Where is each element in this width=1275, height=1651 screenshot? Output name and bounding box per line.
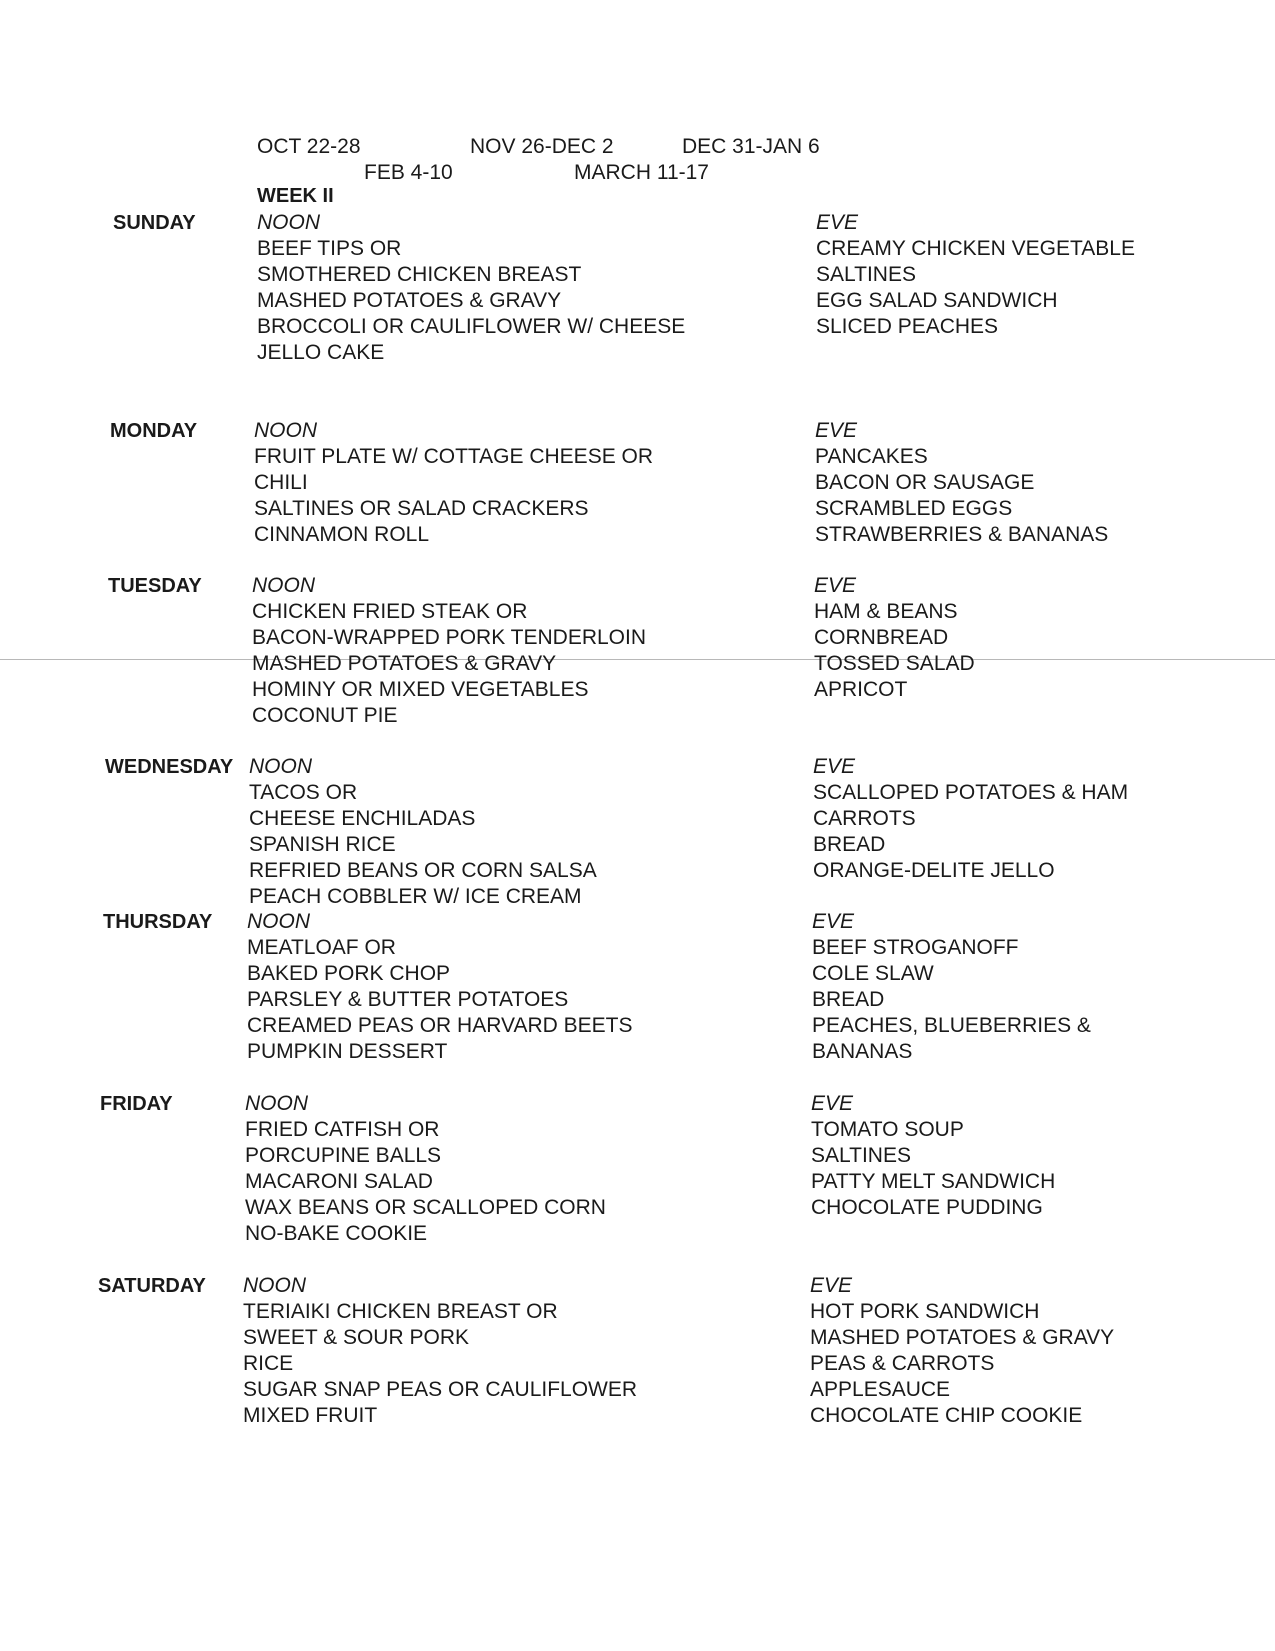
day-name: WEDNESDAY bbox=[105, 756, 234, 778]
noon-menu-item: REFRIED BEANS OR CORN SALSA bbox=[249, 859, 597, 882]
eve-menu bbox=[815, 418, 1108, 548]
eve-menu-item: PANCAKES bbox=[815, 445, 928, 468]
noon-label: NOON bbox=[243, 1274, 306, 1297]
noon-menu-item: SALTINES OR SALAD CRACKERS bbox=[254, 497, 589, 520]
noon-menu-item: BROCCOLI OR CAULIFLOWER W/ CHEESE bbox=[257, 315, 686, 338]
eve-menu-item: SLICED PEACHES bbox=[816, 315, 999, 338]
noon-menu-item: SMOTHERED CHICKEN BREAST bbox=[257, 263, 582, 286]
date-range: OCT 22-28 bbox=[257, 135, 361, 158]
noon-menu-item: PARSLEY & BUTTER POTATOES bbox=[247, 988, 569, 1011]
eve-menu bbox=[813, 754, 1128, 884]
eve-menu-item: HOT PORK SANDWICH bbox=[810, 1300, 1040, 1323]
noon-menu-item: CHEESE ENCHILADAS bbox=[249, 807, 476, 830]
noon-menu-item: MASHED POTATOES & GRAVY bbox=[252, 652, 557, 675]
noon-menu-item: TERIAIKI CHICKEN BREAST OR bbox=[243, 1300, 558, 1323]
eve-menu-item: TOMATO SOUP bbox=[811, 1118, 964, 1141]
eve-menu-item: BANANAS bbox=[812, 1040, 913, 1063]
eve-menu bbox=[814, 573, 975, 703]
eve-menu-item: ORANGE-DELITE JELLO bbox=[813, 859, 1055, 882]
noon-menu-item: SUGAR SNAP PEAS OR CAULIFLOWER bbox=[243, 1378, 638, 1401]
eve-menu bbox=[811, 1091, 1055, 1221]
noon-label: NOON bbox=[247, 910, 310, 933]
date-range: NOV 26-DEC 2 bbox=[470, 135, 614, 158]
noon-menu-item: CINNAMON ROLL bbox=[254, 523, 430, 546]
noon-menu bbox=[252, 573, 646, 729]
eve-menu-item: SALTINES bbox=[811, 1144, 911, 1167]
eve-menu-item: BEEF STROGANOFF bbox=[812, 936, 1019, 959]
noon-menu-item: WAX BEANS OR SCALLOPED CORN bbox=[245, 1196, 606, 1219]
noon-menu-item: BEEF TIPS OR bbox=[257, 237, 402, 260]
eve-menu bbox=[810, 1273, 1114, 1429]
date-range: MARCH 11-17 bbox=[574, 161, 709, 184]
eve-label: EVE bbox=[810, 1274, 853, 1297]
eve-menu-item: SCALLOPED POTATOES & HAM bbox=[813, 781, 1129, 804]
noon-label: NOON bbox=[249, 755, 312, 778]
eve-menu-item: PATTY MELT SANDWICH bbox=[811, 1170, 1056, 1193]
eve-menu-item: CHOCOLATE PUDDING bbox=[811, 1196, 1043, 1219]
eve-label: EVE bbox=[811, 1092, 854, 1115]
eve-menu-item: BACON OR SAUSAGE bbox=[815, 471, 1035, 494]
noon-menu bbox=[245, 1091, 606, 1247]
eve-menu-item: STRAWBERRIES & BANANAS bbox=[815, 523, 1109, 546]
eve-menu-item: COLE SLAW bbox=[812, 962, 934, 985]
noon-menu-item: SPANISH RICE bbox=[249, 833, 396, 856]
noon-menu-item: HOMINY OR MIXED VEGETABLES bbox=[252, 678, 589, 701]
day-name: SATURDAY bbox=[98, 1275, 206, 1297]
day-name: MONDAY bbox=[110, 420, 198, 442]
day-name: SUNDAY bbox=[113, 212, 196, 234]
noon-label: NOON bbox=[252, 574, 315, 597]
eve-menu-item: EGG SALAD SANDWICH bbox=[816, 289, 1058, 312]
eve-menu-item: CHOCOLATE CHIP COOKIE bbox=[810, 1404, 1083, 1427]
date-range: DEC 31-JAN 6 bbox=[682, 135, 820, 158]
noon-menu-item: CHICKEN FRIED STEAK OR bbox=[252, 600, 528, 623]
noon-menu-item: CHILI bbox=[254, 471, 308, 494]
noon-menu bbox=[257, 210, 685, 366]
noon-menu-item: PORCUPINE BALLS bbox=[245, 1144, 442, 1167]
eve-menu-item: BREAD bbox=[813, 833, 886, 856]
eve-label: EVE bbox=[812, 910, 855, 933]
eve-menu bbox=[812, 909, 1091, 1065]
noon-menu-item: RICE bbox=[243, 1352, 294, 1375]
noon-label: NOON bbox=[254, 419, 317, 442]
noon-menu bbox=[249, 754, 597, 910]
day-name: TUESDAY bbox=[108, 575, 202, 597]
eve-menu-item: TOSSED SALAD bbox=[814, 652, 975, 675]
date-range: FEB 4-10 bbox=[364, 161, 453, 184]
eve-menu-item: BREAD bbox=[812, 988, 885, 1011]
noon-label: NOON bbox=[245, 1092, 308, 1115]
eve-label: EVE bbox=[815, 419, 858, 442]
noon-menu-item: MASHED POTATOES & GRAVY bbox=[257, 289, 562, 312]
eve-menu-item: HAM & BEANS bbox=[814, 600, 958, 623]
noon-menu-item: FRUIT PLATE W/ COTTAGE CHEESE OR bbox=[254, 445, 654, 468]
noon-menu-item: JELLO CAKE bbox=[257, 341, 385, 364]
noon-menu-item: PEACH COBBLER W/ ICE CREAM bbox=[249, 885, 582, 908]
eve-menu-item: APPLESAUCE bbox=[810, 1378, 951, 1401]
eve-menu-item: SALTINES bbox=[816, 263, 916, 286]
noon-menu-item: MIXED FRUIT bbox=[243, 1404, 378, 1427]
eve-label: EVE bbox=[816, 211, 859, 234]
day-name: FRIDAY bbox=[100, 1093, 173, 1115]
noon-menu-item: MEATLOAF OR bbox=[247, 936, 396, 959]
eve-menu-item: MASHED POTATOES & GRAVY bbox=[810, 1326, 1115, 1349]
eve-menu-item: APRICOT bbox=[814, 678, 908, 701]
eve-menu-item: CARROTS bbox=[813, 807, 916, 830]
noon-menu-item: CREAMED PEAS OR HARVARD BEETS bbox=[247, 1014, 633, 1037]
eve-menu-item: PEACHES, BLUEBERRIES & bbox=[812, 1014, 1091, 1037]
noon-menu-item: NO-BAKE COOKIE bbox=[245, 1222, 428, 1245]
noon-menu bbox=[247, 909, 632, 1065]
noon-menu-item: FRIED CATFISH OR bbox=[245, 1118, 440, 1141]
eve-menu-item: SCRAMBLED EGGS bbox=[815, 497, 1013, 520]
eve-menu bbox=[816, 210, 1135, 340]
noon-menu-item: MACARONI SALAD bbox=[245, 1170, 433, 1193]
noon-menu bbox=[254, 418, 653, 548]
eve-label: EVE bbox=[813, 755, 856, 778]
noon-menu-item: SWEET & SOUR PORK bbox=[243, 1326, 469, 1349]
noon-menu-item: TACOS OR bbox=[249, 781, 358, 804]
noon-label: NOON bbox=[257, 211, 320, 234]
noon-menu-item: BAKED PORK CHOP bbox=[247, 962, 451, 985]
week-label: WEEK II bbox=[257, 185, 334, 207]
noon-menu-item: PUMPKIN DESSERT bbox=[247, 1040, 448, 1063]
eve-menu-item: PEAS & CARROTS bbox=[810, 1352, 995, 1375]
day-name: THURSDAY bbox=[103, 911, 213, 933]
eve-menu-item: CORNBREAD bbox=[814, 626, 949, 649]
eve-label: EVE bbox=[814, 574, 857, 597]
noon-menu-item: COCONUT PIE bbox=[252, 704, 398, 727]
eve-menu-item: CREAMY CHICKEN VEGETABLE bbox=[816, 237, 1135, 260]
noon-menu-item: BACON-WRAPPED PORK TENDERLOIN bbox=[252, 626, 647, 649]
noon-menu bbox=[243, 1273, 637, 1429]
